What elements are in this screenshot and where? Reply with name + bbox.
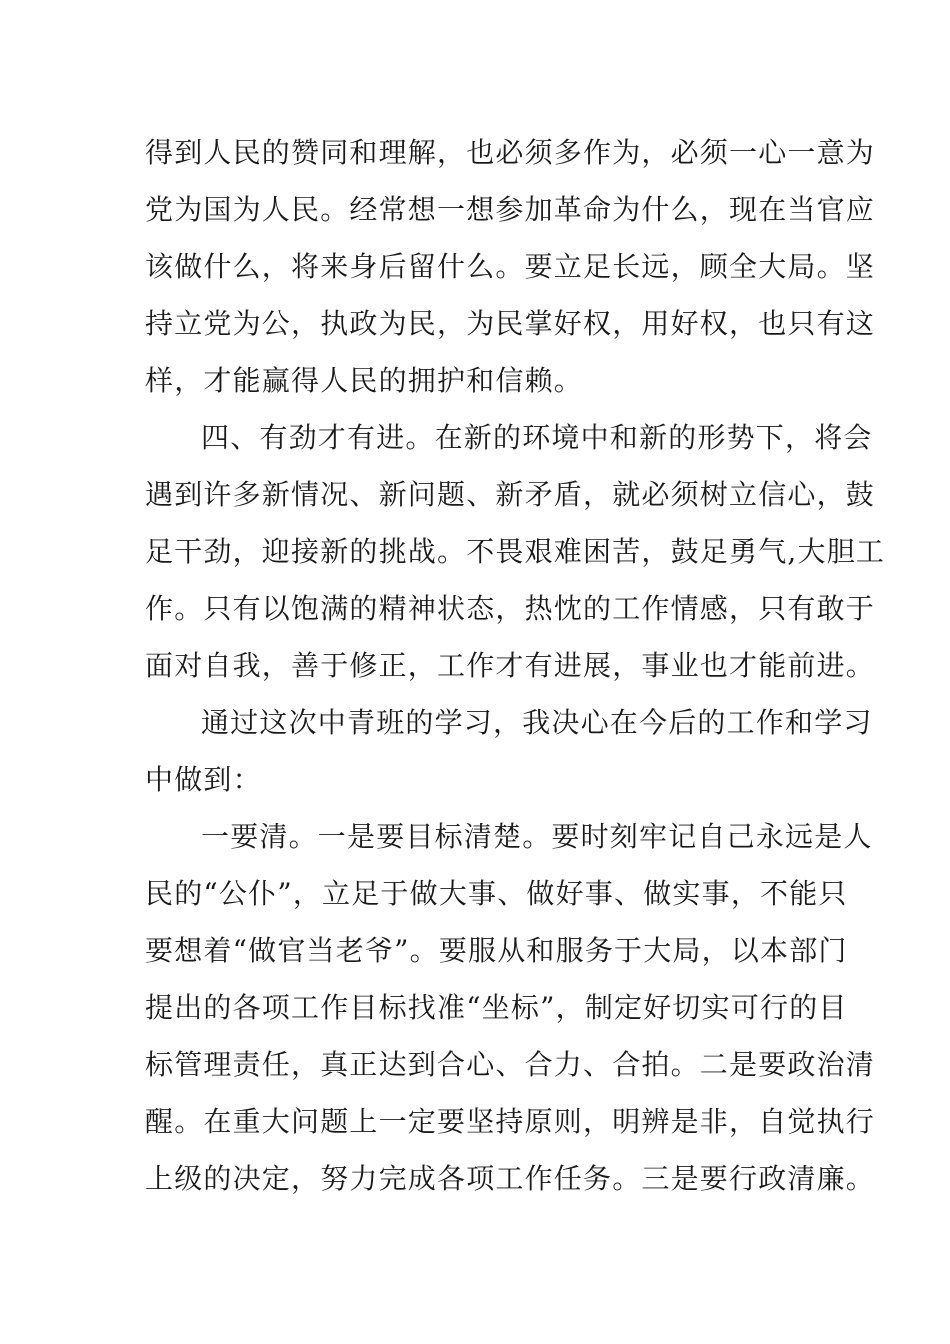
paragraph-2-line-5: 面对自我，善于修正，工作才有进展，事业也才能前进。 [145,649,876,682]
paragraph-4-line-7: 上级的决定，努力完成各项工作任务。三是要行政清廉。 [145,1162,876,1195]
paragraph-2-line-3: 足干劲，迎接新的挑战。不畏艰难困苦，鼓足勇气,大胆工 [145,535,886,568]
paragraph-4-line-1: 一要清。一是要目标清楚。要时刻牢记自己永远是人 [201,820,873,853]
paragraph-3-line-2: 中做到： [145,763,262,796]
paragraph-4-line-4: 提出的各项工作目标找准“坐标”，制定好切实可行的目 [145,991,848,1024]
paragraph-1-line-2: 党为国为人民。经常想一想参加革命为什么，现在当官应 [145,193,876,226]
paragraph-4-line-6: 醒。在重大问题上一定要坚持原则，明辨是非，自觉执行 [145,1105,876,1138]
paragraph-2-line-2: 遇到许多新情况、新问题、新矛盾，就必须树立信心，鼓 [145,478,876,511]
paragraph-4-line-5: 标管理责任，真正达到合心、合力、合拍。二是要政治清 [145,1048,876,1081]
body-text [145,124,886,1207]
paragraph-4-line-2: 民的“公仆”，立足于做大事、做好事、做实事，不能只 [145,877,848,910]
paragraph-1-line-3: 该做什么，将来身后留什么。要立足长远，顾全大局。坚 [145,250,876,283]
paragraph-2-line-4: 作。只有以饱满的精神状态，热忱的工作情感，只有敢于 [145,592,876,625]
paragraph-2-line-1: 四、有劲才有进。在新的环境中和新的形势下，将会 [201,421,873,454]
paragraph-1-line-5: 样，才能赢得人民的拥护和信赖。 [145,364,584,397]
paragraph-1-line-4: 持立党为公，执政为民，为民掌好权，用好权，也只有这 [145,307,876,340]
paragraph-4-line-3: 要想着“做官当老爷”。要服从和服务于大局，以本部门 [145,934,848,967]
paragraph-1-line-1: 得到人民的赞同和理解，也必须多作为，必须一心一意为 [145,136,876,169]
paragraph-3-line-1: 通过这次中青班的学习，我决心在今后的工作和学习 [201,706,873,739]
